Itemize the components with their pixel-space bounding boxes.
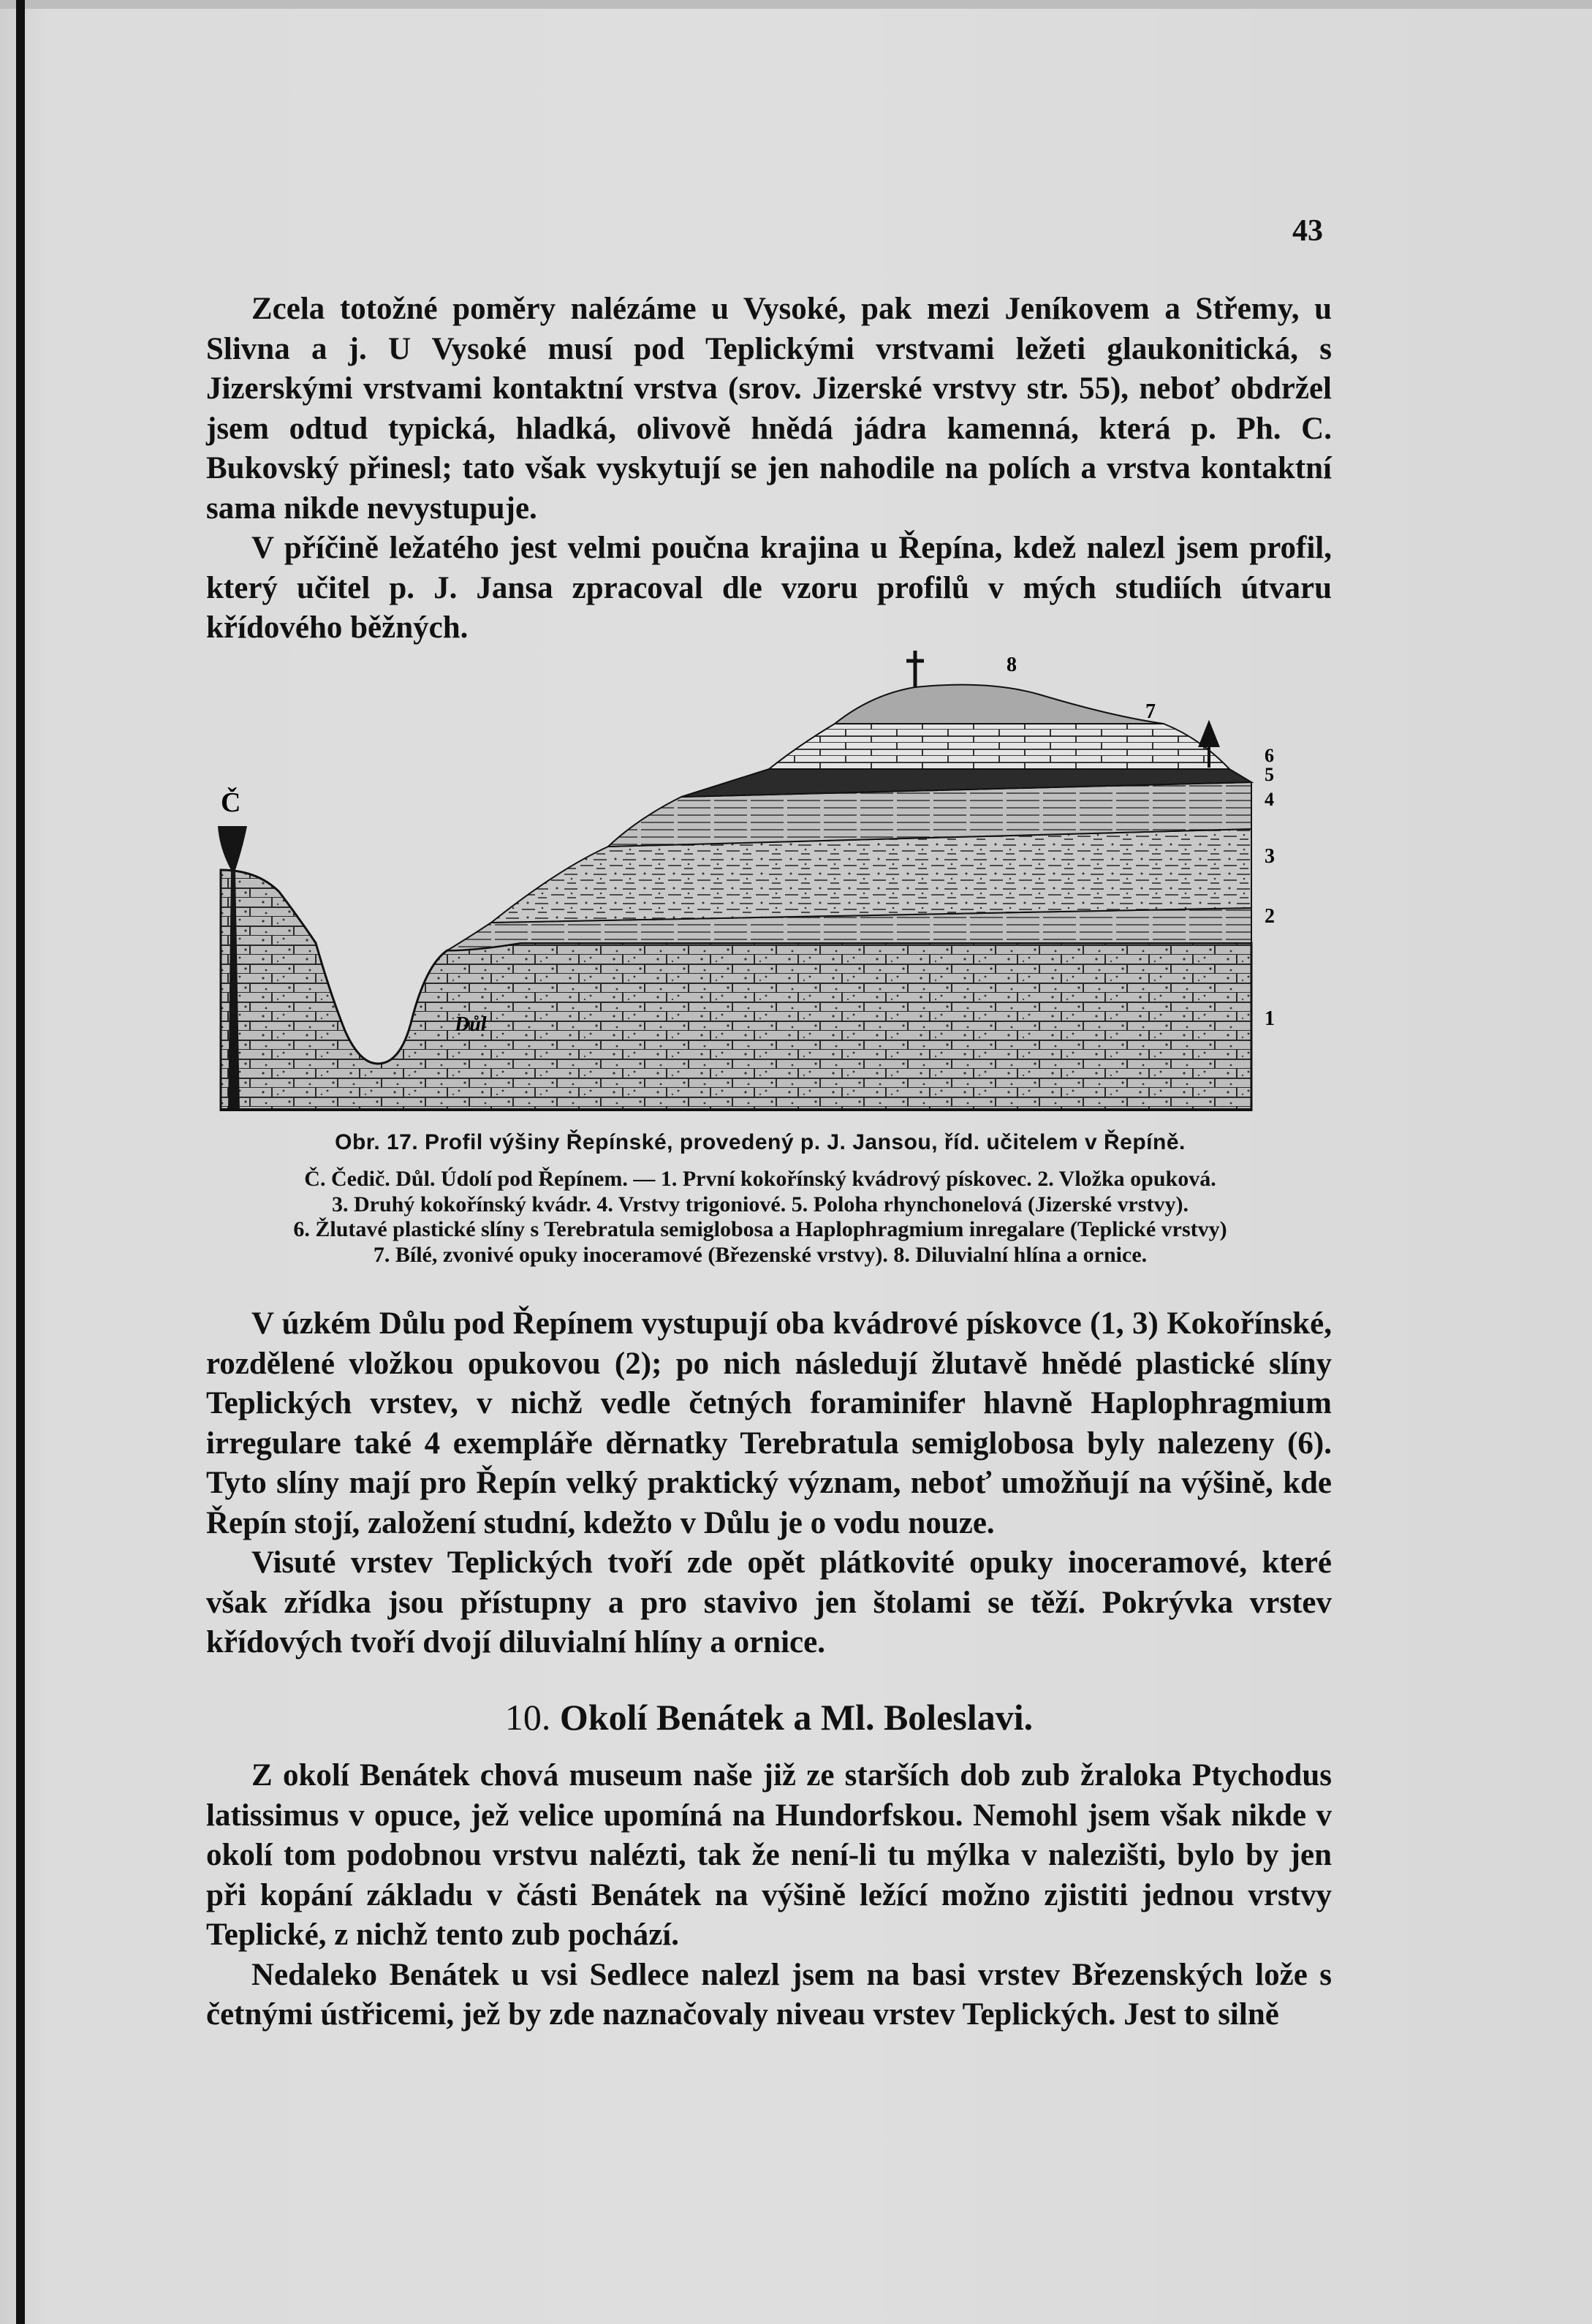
section-title: Okolí Benátek a Ml. Boleslavi. [559, 1697, 1034, 1738]
label-layer-6: 6 [1265, 745, 1274, 766]
paragraph: V příčině ležatého jest velmi poučna krajina u Řepína, kdež nalezl jsem profil, který učitel p. J. Jansa zpracoval dle vzoru profilů v mých studiích útvaru křídového běžných. [206, 531, 1332, 645]
label-layer-1: 1 [1265, 1007, 1275, 1030]
caption-line: Č. Čedič. Důl. Údolí pod Řepínem. — 1. První kokořínský kvádrový pískovec. 2. Vložka opuková. [304, 1167, 1216, 1191]
figure-caption-title: Obr. 17. Profil výšiny Řepínské, provedený p. J. Jansou, říd. učitelem v Řepíně. [335, 1130, 1186, 1154]
label-valley: Důl [455, 1013, 487, 1036]
cross-symbol [906, 651, 924, 687]
label-layer-5: 5 [1265, 764, 1274, 785]
text-block-middle [206, 1304, 1332, 1663]
text-block-top [206, 289, 1332, 648]
geological-profile-figure [213, 651, 1295, 1111]
section-number: 10. [504, 1697, 551, 1738]
label-layer-4: 4 [1265, 789, 1274, 810]
layer-8-loam [835, 685, 1164, 724]
scan-top-edge [0, 0, 1592, 9]
paragraph: Z okolí Benátek chová museum naše již ze starších dob zub žraloka Ptychodus latissimus v opuce, jež velice upomíná na Hundorfskou. Nemohl jsem však nikde v okolí tom podobnou vrstvu nalézti, tak že není-li tu mýlka v nalezišti, bylo by jen při kopání základu v části Benátek na výšině ležící možno zjistiti jednou vrstvy Teplické, z nichž tento zub pochází. [206, 1758, 1332, 1952]
figure-caption-legend [183, 1167, 1338, 1268]
label-basalt: Č [221, 787, 241, 818]
paragraph: Nedaleko Benátek u vsi Sedlece nalezl jsem na basi vrstev Březenských lože s četnými ústřicemi, jež by zde naznačovaly niveau vrstev Teplických. Jest to silně [206, 1957, 1332, 2032]
page-number: 43 [1292, 214, 1323, 248]
scan-binding-edge [16, 0, 25, 2324]
layer-7-opuka [769, 724, 1229, 769]
label-layer-7: 7 [1145, 700, 1156, 723]
section-heading [206, 1696, 1332, 1738]
caption-line: 7. Bílé, zvonivé opuky inoceramové (Březenské vrstvy). 8. Diluvialní hlína a ornice. [373, 1242, 1148, 1267]
layer-3-sandstone [491, 829, 1251, 923]
label-layer-2: 2 [1265, 905, 1275, 928]
caption-line: 6. Žlutavé plastické slíny s Terebratula semiglobosa a Haplophragmium inregalare (Teplické vrstvy) [293, 1217, 1227, 1241]
text-block-bottom [206, 1756, 1332, 2035]
paragraph: Zcela totožné poměry nalézáme u Vysoké, pak mezi Jeníkovem a Střemy, u Slivna a j. U Vysoké musí pod Teplickými vrstvami ležeti glaukonitická, s Jizerskými vrstvami kontaktní vrstva (srov. Jizerské vrstvy str. 55), neboť obdržel jsem odtud typická, hladká, olivově hnědá jádra kamenná, která p. Ph. C. Bukovský přinesl; tato však vyskytují se jen nahodile na polích a vrstva kontaktní sama nikde nevystupuje. [206, 292, 1332, 526]
label-layer-3: 3 [1265, 845, 1275, 868]
paragraph: V úzkém Důlu pod Řepínem vystupují oba kvádrové pískovce (1, 3) Kokořínské, rozdělené vložkou opukovou (2); po nich následují žlutavě hnědé plastické slíny Teplických vrstev, v nichž vedle četných foraminifer hlavně Haplophragmium irregulare také 4 exempláře děrnatky Terebratula semiglobosa byly nalezeny (6). Tyto slíny mají pro Řepín velký praktický význam, neboť umožňují na výšině, kde Řepín stojí, založení studní, kdežto v Důlu je o vodu nouze. [206, 1306, 1332, 1540]
caption-line: 3. Druhý kokořínský kvádr. 4. Vrstvy trigoniové. 5. Poloha rhynchonelová (Jizerské vrstvy). [332, 1192, 1189, 1216]
paragraph: Visuté vrstev Teplických tvoří zde opět plátkovité opuky inoceramové, které však zřídka jsou přístupny a pro stavivo jen štolami se těží. Pokrývka vrstev křídových tvoří dvojí diluvialní hlíny a ornice. [206, 1545, 1332, 1659]
label-layer-8: 8 [1007, 654, 1017, 676]
